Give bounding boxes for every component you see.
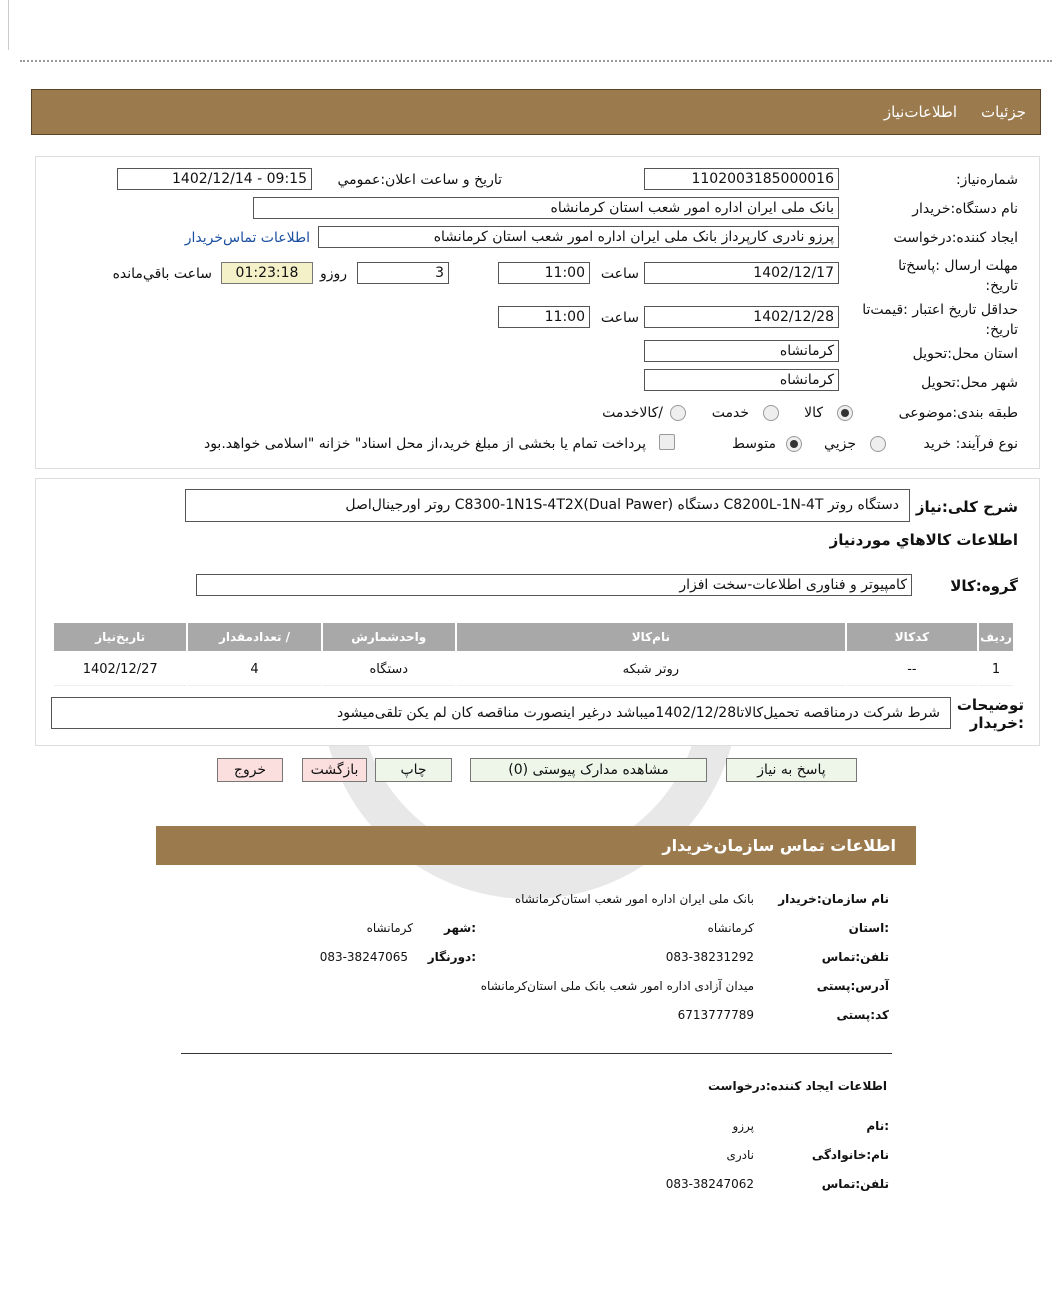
- contact-phone-value: 083-38231292: [665, 950, 754, 964]
- deadline-label: مهلت ارسال :پاسخ‌تا تاریخ:: [898, 258, 1018, 294]
- creator-info-title: اطلاعات ایجاد کننده:درخواست: [707, 1079, 887, 1093]
- creator-phone-value: 083-38247062: [665, 1177, 754, 1191]
- cell-row: 1: [979, 653, 1013, 686]
- need-number-field: 1102003185000016: [644, 168, 839, 190]
- buyer-notes-label: توضیحات :خریدار: [956, 696, 1024, 732]
- attachments-button[interactable]: مشاهده مدارک پیوستی (0): [470, 758, 707, 782]
- contact-province-value: کرمانشاه: [707, 921, 754, 935]
- tab-details[interactable]: جزئیات: [981, 103, 1026, 121]
- process-medium-radio[interactable]: [786, 436, 802, 452]
- treasury-payment-note: پرداخت تمام یا بخشی از مبلغ خرید،از محل اسناد" خزانه "اسلامی خواهد.بود: [203, 436, 646, 452]
- city-field: کرمانشاه: [644, 369, 839, 391]
- contact-address-label: آدرس:پستی: [816, 979, 889, 993]
- buyer-contact-title: اطلاعات تماس سازمان‌خریدار: [156, 826, 916, 865]
- buyer-org-label: نام دستگاه:خریدار: [912, 201, 1018, 217]
- back-button[interactable]: بازگشت: [302, 758, 367, 782]
- buyer-notes-field: شرط شرکت درمناقصه تحمیل‌کالاتا1402/12/28میباشد درغیر اینصورت مناقصه کان لم یکن تلقی‌میشود: [51, 697, 951, 729]
- creator-field: پرزو نادری کارپرداز بانک ملی ایران اداره امور شعب استان کرمانشاه: [318, 226, 839, 248]
- creator-name-value: پرزو: [732, 1119, 754, 1133]
- city-label: شهر محل:تحویل: [921, 375, 1018, 391]
- process-medium-label: متوسط: [732, 436, 776, 452]
- remaining-label: ساعت باقي‌مانده: [112, 266, 212, 282]
- deadline-date-field: 1402/12/17: [644, 262, 839, 284]
- days-field: 3: [357, 262, 449, 284]
- contact-city-value: کرمانشاه: [366, 921, 413, 935]
- cell-date: 1402/12/27: [54, 653, 186, 686]
- validity-time-field: 11:00: [498, 306, 590, 328]
- category-goods-label: کالا: [804, 405, 823, 421]
- remaining-timer: 01:23:18: [221, 262, 313, 284]
- validity-time-label: ساعت: [600, 310, 639, 326]
- table-row: [54, 653, 1013, 686]
- contact-fax-label: :دورنگار: [427, 950, 476, 964]
- category-label: طبقه بندی:موضوعی: [898, 405, 1018, 421]
- announce-label: تاریخ و ساعت اعلان:عمومي: [337, 172, 502, 188]
- validity-label: حداقل تاریخ اعتبار :قیمت‌تا تاریخ:: [862, 302, 1018, 338]
- deadline-time-label: ساعت: [600, 266, 639, 282]
- col-unit: واحدشمارش: [323, 623, 455, 651]
- process-partial-radio[interactable]: [870, 436, 886, 452]
- print-button[interactable]: چاپ: [375, 758, 452, 782]
- goods-group-label: گروه:کالا: [950, 577, 1018, 595]
- creator-family-value: نادری: [726, 1148, 754, 1162]
- col-date: تاریخ‌نیاز: [54, 623, 186, 651]
- left-border-line: [8, 0, 9, 50]
- contact-postal-value: 6713777789: [677, 1008, 754, 1022]
- general-desc-label: شرح کلی:نیاز: [915, 498, 1018, 516]
- province-label: استان محل:تحویل: [912, 346, 1018, 362]
- contact-fax-value: 083-38247065: [319, 950, 408, 964]
- treasury-payment-checkbox[interactable]: [659, 434, 675, 450]
- contact-org-label: نام سازمان:خریدار: [778, 892, 889, 906]
- goods-group-field: کامپیوتر و فناوری اطلاعات-سخت افزار: [196, 574, 912, 596]
- section-divider: [181, 1053, 892, 1054]
- details-header-bar: [31, 89, 1041, 135]
- contact-postal-label: کد:پستی: [836, 1008, 889, 1022]
- cell-name: روتر شبکه: [457, 653, 845, 686]
- exit-button[interactable]: خروج: [217, 758, 283, 782]
- buyer-contact-link[interactable]: اطلاعات تماس‌خریدار: [184, 230, 310, 246]
- contact-org-value: بانک ملی ایران اداره امور شعب استان‌کرمانشاه: [514, 892, 754, 906]
- table-header-row: [54, 623, 1013, 651]
- need-number-label: شماره‌نیاز:: [955, 172, 1018, 188]
- cell-unit: دستگاه: [323, 653, 455, 686]
- category-service-label: خدمت: [711, 405, 749, 421]
- deadline-time-field: 11:00: [498, 262, 590, 284]
- category-both-radio[interactable]: [670, 405, 686, 421]
- days-label: روزو: [319, 266, 347, 282]
- creator-name-label: :نام: [866, 1119, 889, 1133]
- category-both-label: /کالاخدمت: [602, 405, 663, 421]
- announce-field: 1402/12/14 - 09:15: [117, 168, 312, 190]
- contact-city-label: :شهر: [444, 921, 476, 935]
- contact-address-value: میدان آزادی اداره امور شعب بانک ملی استان‌کرمانشاه: [480, 979, 754, 993]
- reply-button[interactable]: پاسخ به نیاز: [726, 758, 857, 782]
- col-row: ردیف: [979, 623, 1013, 651]
- creator-phone-label: تلفن:تماس: [821, 1177, 889, 1191]
- col-code: کدکالا: [847, 623, 977, 651]
- process-partial-label: جزیي: [824, 436, 856, 452]
- buyer-org-field: بانک ملی ایران اداره امور شعب استان کرمانشاه: [253, 197, 839, 219]
- category-goods-radio[interactable]: [837, 405, 853, 421]
- general-desc-field: دستگاه روتر C8200L-1N-4T دستگاه C8300-1N1S-4T2X(Dual Pawer) روتر اورجینال‌اصل: [185, 489, 910, 522]
- contact-province-label: :استان: [848, 921, 889, 935]
- contact-phone-label: تلفن:تماس: [821, 950, 889, 964]
- creator-family-label: نام:خانوادگی: [811, 1148, 889, 1162]
- goods-table: [52, 621, 1015, 688]
- dotted-divider: [20, 60, 1052, 62]
- category-service-radio[interactable]: [763, 405, 779, 421]
- goods-info-title: اطلاعات کالاهاي موردنیاز: [829, 531, 1018, 549]
- validity-date-field: 1402/12/28: [644, 306, 839, 328]
- province-field: کرمانشاه: [644, 340, 839, 362]
- process-label: نوع فرآیند: خرید: [923, 436, 1018, 452]
- col-name: نام‌کالا: [457, 623, 845, 651]
- creator-label: ایجاد کننده:درخواست: [893, 230, 1018, 246]
- cell-qty: 4: [188, 653, 320, 686]
- cell-code: --: [847, 653, 977, 686]
- tab-need-info[interactable]: اطلاعات‌نیاز: [883, 103, 958, 121]
- col-qty: / تعدادمقدار: [188, 623, 320, 651]
